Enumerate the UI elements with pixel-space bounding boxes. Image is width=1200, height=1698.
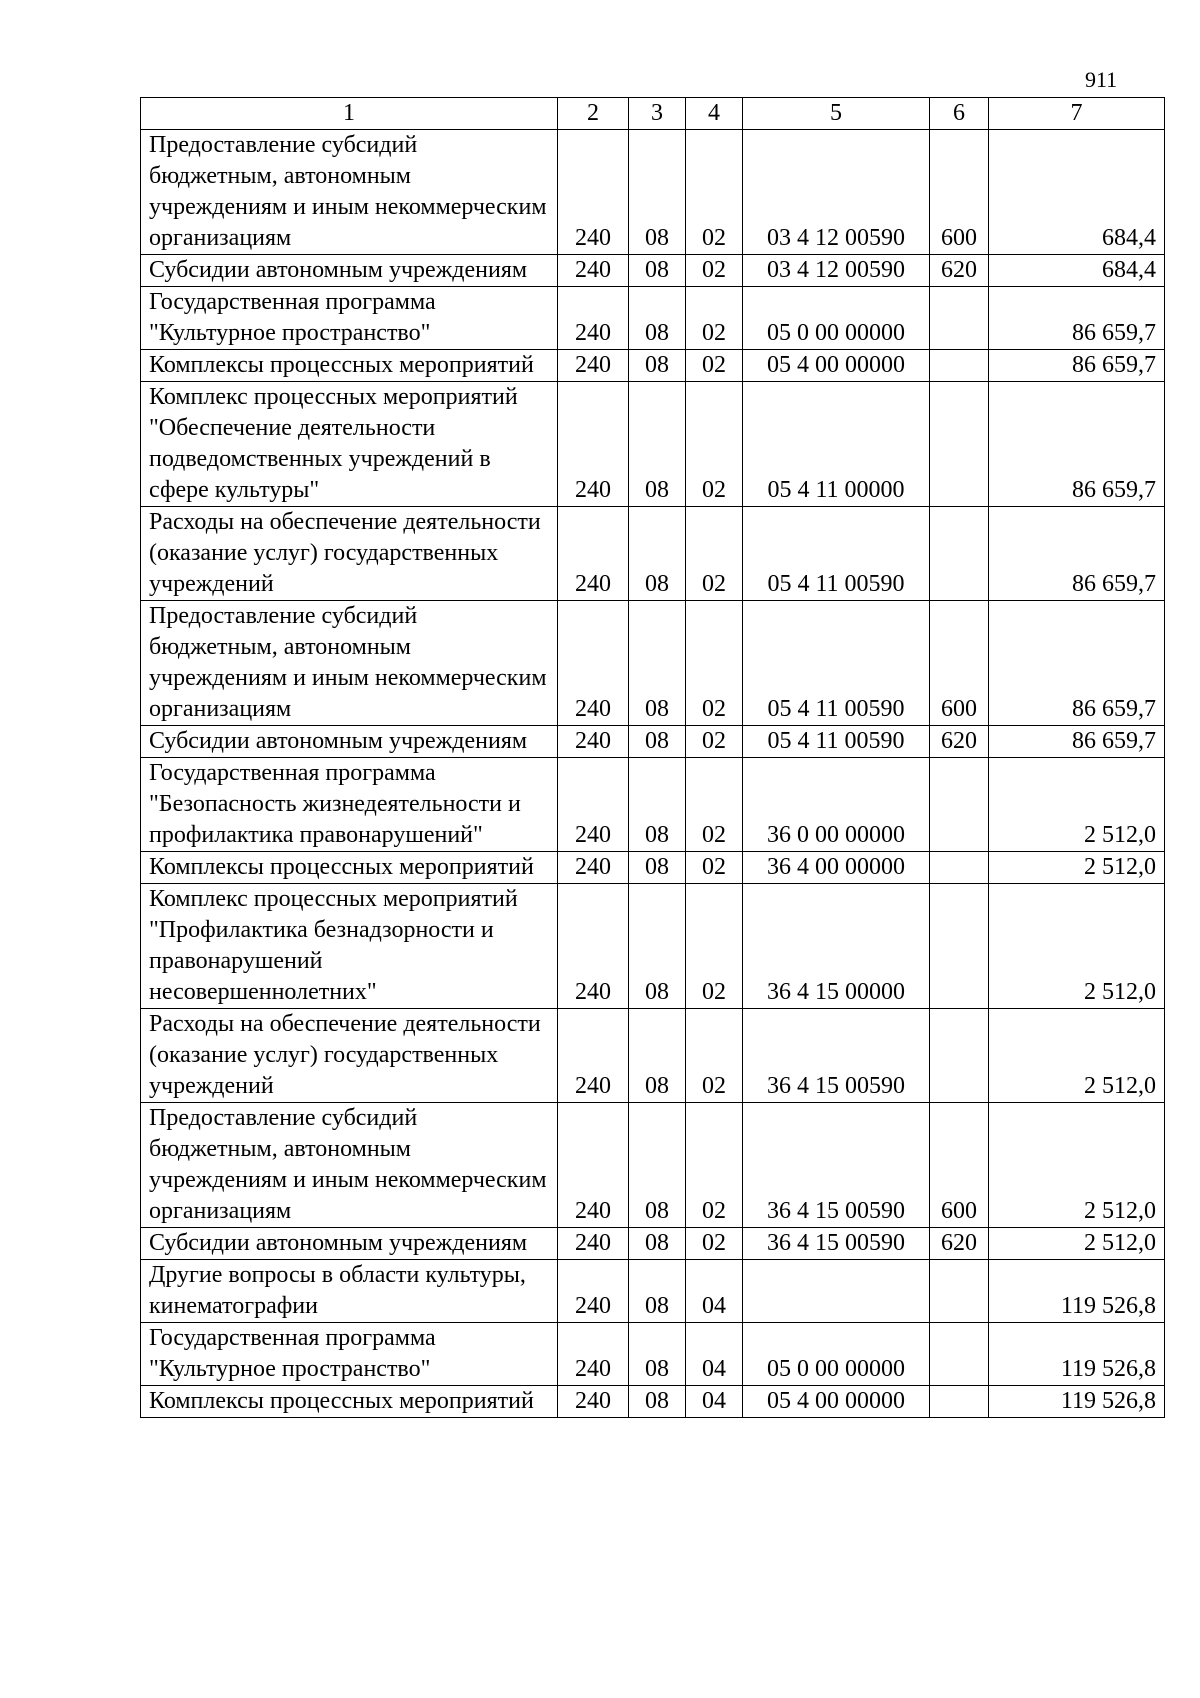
row-target-article-cell: 36 4 15 00000	[743, 884, 930, 1009]
table-row	[141, 1103, 1165, 1228]
row-target-article-cell: 03 4 12 00590	[743, 255, 930, 287]
header-cell: 4	[686, 98, 743, 130]
table-row	[141, 382, 1165, 507]
row-target-article-cell: 05 4 11 00590	[743, 601, 930, 726]
row-amount-cell: 86 659,7	[989, 601, 1165, 726]
row-target-article-cell: 36 4 15 00590	[743, 1103, 930, 1228]
row-ministry-code-cell: 240	[558, 1009, 629, 1103]
row-target-article-cell: 05 4 00 00000	[743, 1386, 930, 1418]
row-amount-cell: 2 512,0	[989, 758, 1165, 852]
row-section-code-cell: 08	[629, 255, 686, 287]
row-expense-type-cell	[930, 507, 989, 601]
row-section-code-cell: 08	[629, 726, 686, 758]
table-row	[141, 507, 1165, 601]
row-expense-type-cell	[930, 852, 989, 884]
row-target-article-cell: 05 4 00 00000	[743, 350, 930, 382]
row-amount-cell: 86 659,7	[989, 382, 1165, 507]
row-target-article-cell	[743, 1260, 930, 1323]
row-subsection-code-cell: 02	[686, 130, 743, 255]
row-subsection-code-cell: 02	[686, 1009, 743, 1103]
row-ministry-code-cell: 240	[558, 287, 629, 350]
row-ministry-code-cell: 240	[558, 852, 629, 884]
row-expense-type-cell	[930, 758, 989, 852]
row-target-article-cell: 36 4 15 00590	[743, 1228, 930, 1260]
row-ministry-code-cell: 240	[558, 1323, 629, 1386]
table-row	[141, 884, 1165, 1009]
budget-table	[140, 97, 1165, 1418]
row-expense-type-cell	[930, 1323, 989, 1386]
row-name-cell: Комплексы процессных мероприятий	[141, 350, 558, 382]
table-row	[141, 758, 1165, 852]
row-subsection-code-cell: 02	[686, 726, 743, 758]
row-ministry-code-cell: 240	[558, 350, 629, 382]
row-target-article-cell: 05 0 00 00000	[743, 1323, 930, 1386]
row-name-cell: Государственная программа "Безопасность жизнедеятельности и профилактика правонарушений"	[141, 758, 558, 852]
row-name-cell: Субсидии автономным учреждениям	[141, 255, 558, 287]
row-subsection-code-cell: 02	[686, 1228, 743, 1260]
row-subsection-code-cell: 02	[686, 884, 743, 1009]
row-ministry-code-cell: 240	[558, 255, 629, 287]
row-target-article-cell: 36 4 00 00000	[743, 852, 930, 884]
row-amount-cell: 2 512,0	[989, 884, 1165, 1009]
table-row	[141, 601, 1165, 726]
row-name-cell: Предоставление субсидий бюджетным, автономным учреждениям и иным некоммерческим организациям	[141, 130, 558, 255]
row-subsection-code-cell: 02	[686, 758, 743, 852]
row-amount-cell: 119 526,8	[989, 1386, 1165, 1418]
row-section-code-cell: 08	[629, 507, 686, 601]
row-amount-cell: 86 659,7	[989, 726, 1165, 758]
table-row	[141, 1386, 1165, 1418]
row-expense-type-cell	[930, 884, 989, 1009]
row-subsection-code-cell: 04	[686, 1323, 743, 1386]
row-section-code-cell: 08	[629, 758, 686, 852]
page-number: 911	[1085, 67, 1118, 92]
row-name-cell: Субсидии автономным учреждениям	[141, 1228, 558, 1260]
table-row	[141, 287, 1165, 350]
row-name-cell: Комплексы процессных мероприятий	[141, 852, 558, 884]
row-expense-type-cell	[930, 1260, 989, 1323]
row-name-cell: Комплекс процессных мероприятий "Обеспечение деятельности подведомственных учреждений в сфере культуры"	[141, 382, 558, 507]
row-amount-cell: 684,4	[989, 130, 1165, 255]
table-row	[141, 852, 1165, 884]
table-row	[141, 130, 1165, 255]
table-row	[141, 350, 1165, 382]
row-target-article-cell: 05 4 11 00590	[743, 726, 930, 758]
row-expense-type-cell	[930, 350, 989, 382]
row-name-cell: Субсидии автономным учреждениям	[141, 726, 558, 758]
row-subsection-code-cell: 02	[686, 382, 743, 507]
row-target-article-cell: 05 0 00 00000	[743, 287, 930, 350]
row-expense-type-cell	[930, 1009, 989, 1103]
row-amount-cell: 2 512,0	[989, 852, 1165, 884]
row-name-cell: Государственная программа "Культурное пространство"	[141, 287, 558, 350]
row-section-code-cell: 08	[629, 1323, 686, 1386]
row-section-code-cell: 08	[629, 1386, 686, 1418]
row-amount-cell: 2 512,0	[989, 1103, 1165, 1228]
row-subsection-code-cell: 02	[686, 255, 743, 287]
row-name-cell: Государственная программа "Культурное пространство"	[141, 1323, 558, 1386]
table-body	[141, 130, 1165, 1418]
row-amount-cell: 119 526,8	[989, 1260, 1165, 1323]
row-subsection-code-cell: 04	[686, 1260, 743, 1323]
row-subsection-code-cell: 02	[686, 852, 743, 884]
row-expense-type-cell: 600	[930, 601, 989, 726]
row-name-cell: Предоставление субсидий бюджетным, автономным учреждениям и иным некоммерческим организациям	[141, 1103, 558, 1228]
row-section-code-cell: 08	[629, 130, 686, 255]
row-target-article-cell: 36 4 15 00590	[743, 1009, 930, 1103]
row-amount-cell: 86 659,7	[989, 507, 1165, 601]
row-section-code-cell: 08	[629, 350, 686, 382]
row-amount-cell: 2 512,0	[989, 1009, 1165, 1103]
table-row	[141, 1260, 1165, 1323]
row-section-code-cell: 08	[629, 287, 686, 350]
header-cell: 7	[989, 98, 1165, 130]
row-ministry-code-cell: 240	[558, 758, 629, 852]
header-row	[141, 98, 1165, 130]
row-name-cell: Комплекс процессных мероприятий "Профилактика безнадзорности и правонарушений несовершеннолетних"	[141, 884, 558, 1009]
row-ministry-code-cell: 240	[558, 130, 629, 255]
row-subsection-code-cell: 02	[686, 507, 743, 601]
row-ministry-code-cell: 240	[558, 1103, 629, 1228]
row-section-code-cell: 08	[629, 1228, 686, 1260]
row-ministry-code-cell: 240	[558, 1228, 629, 1260]
row-ministry-code-cell: 240	[558, 884, 629, 1009]
row-target-article-cell: 05 4 11 00590	[743, 507, 930, 601]
row-section-code-cell: 08	[629, 382, 686, 507]
row-expense-type-cell: 600	[930, 130, 989, 255]
row-amount-cell: 2 512,0	[989, 1228, 1165, 1260]
row-section-code-cell: 08	[629, 884, 686, 1009]
row-name-cell: Предоставление субсидий бюджетным, автономным учреждениям и иным некоммерческим организациям	[141, 601, 558, 726]
row-section-code-cell: 08	[629, 852, 686, 884]
header-cell: 2	[558, 98, 629, 130]
row-expense-type-cell	[930, 287, 989, 350]
row-name-cell: Другие вопросы в области культуры, кинематографии	[141, 1260, 558, 1323]
row-target-article-cell: 05 4 11 00000	[743, 382, 930, 507]
row-subsection-code-cell: 02	[686, 1103, 743, 1228]
row-section-code-cell: 08	[629, 1009, 686, 1103]
row-amount-cell: 86 659,7	[989, 350, 1165, 382]
row-amount-cell: 119 526,8	[989, 1323, 1165, 1386]
row-amount-cell: 684,4	[989, 255, 1165, 287]
row-amount-cell: 86 659,7	[989, 287, 1165, 350]
row-ministry-code-cell: 240	[558, 726, 629, 758]
row-ministry-code-cell: 240	[558, 1260, 629, 1323]
row-subsection-code-cell: 02	[686, 601, 743, 726]
header-cell: 1	[141, 98, 558, 130]
row-name-cell: Комплексы процессных мероприятий	[141, 1386, 558, 1418]
row-subsection-code-cell: 04	[686, 1386, 743, 1418]
row-name-cell: Расходы на обеспечение деятельности (оказание услуг) государственных учреждений	[141, 507, 558, 601]
table-row	[141, 255, 1165, 287]
row-expense-type-cell: 620	[930, 726, 989, 758]
row-subsection-code-cell: 02	[686, 350, 743, 382]
row-target-article-cell: 03 4 12 00590	[743, 130, 930, 255]
table-row	[141, 1323, 1165, 1386]
row-ministry-code-cell: 240	[558, 382, 629, 507]
row-subsection-code-cell: 02	[686, 287, 743, 350]
row-target-article-cell: 36 0 00 00000	[743, 758, 930, 852]
row-ministry-code-cell: 240	[558, 601, 629, 726]
row-name-cell: Расходы на обеспечение деятельности (оказание услуг) государственных учреждений	[141, 1009, 558, 1103]
row-ministry-code-cell: 240	[558, 1386, 629, 1418]
row-section-code-cell: 08	[629, 601, 686, 726]
header-cell: 3	[629, 98, 686, 130]
header-cell: 5	[743, 98, 930, 130]
row-expense-type-cell: 600	[930, 1103, 989, 1228]
row-expense-type-cell: 620	[930, 1228, 989, 1260]
row-expense-type-cell: 620	[930, 255, 989, 287]
header-cell: 6	[930, 98, 989, 130]
table-row	[141, 726, 1165, 758]
row-section-code-cell: 08	[629, 1260, 686, 1323]
row-expense-type-cell	[930, 1386, 989, 1418]
row-ministry-code-cell: 240	[558, 507, 629, 601]
table-row	[141, 1228, 1165, 1260]
table-row	[141, 1009, 1165, 1103]
row-section-code-cell: 08	[629, 1103, 686, 1228]
row-expense-type-cell	[930, 382, 989, 507]
